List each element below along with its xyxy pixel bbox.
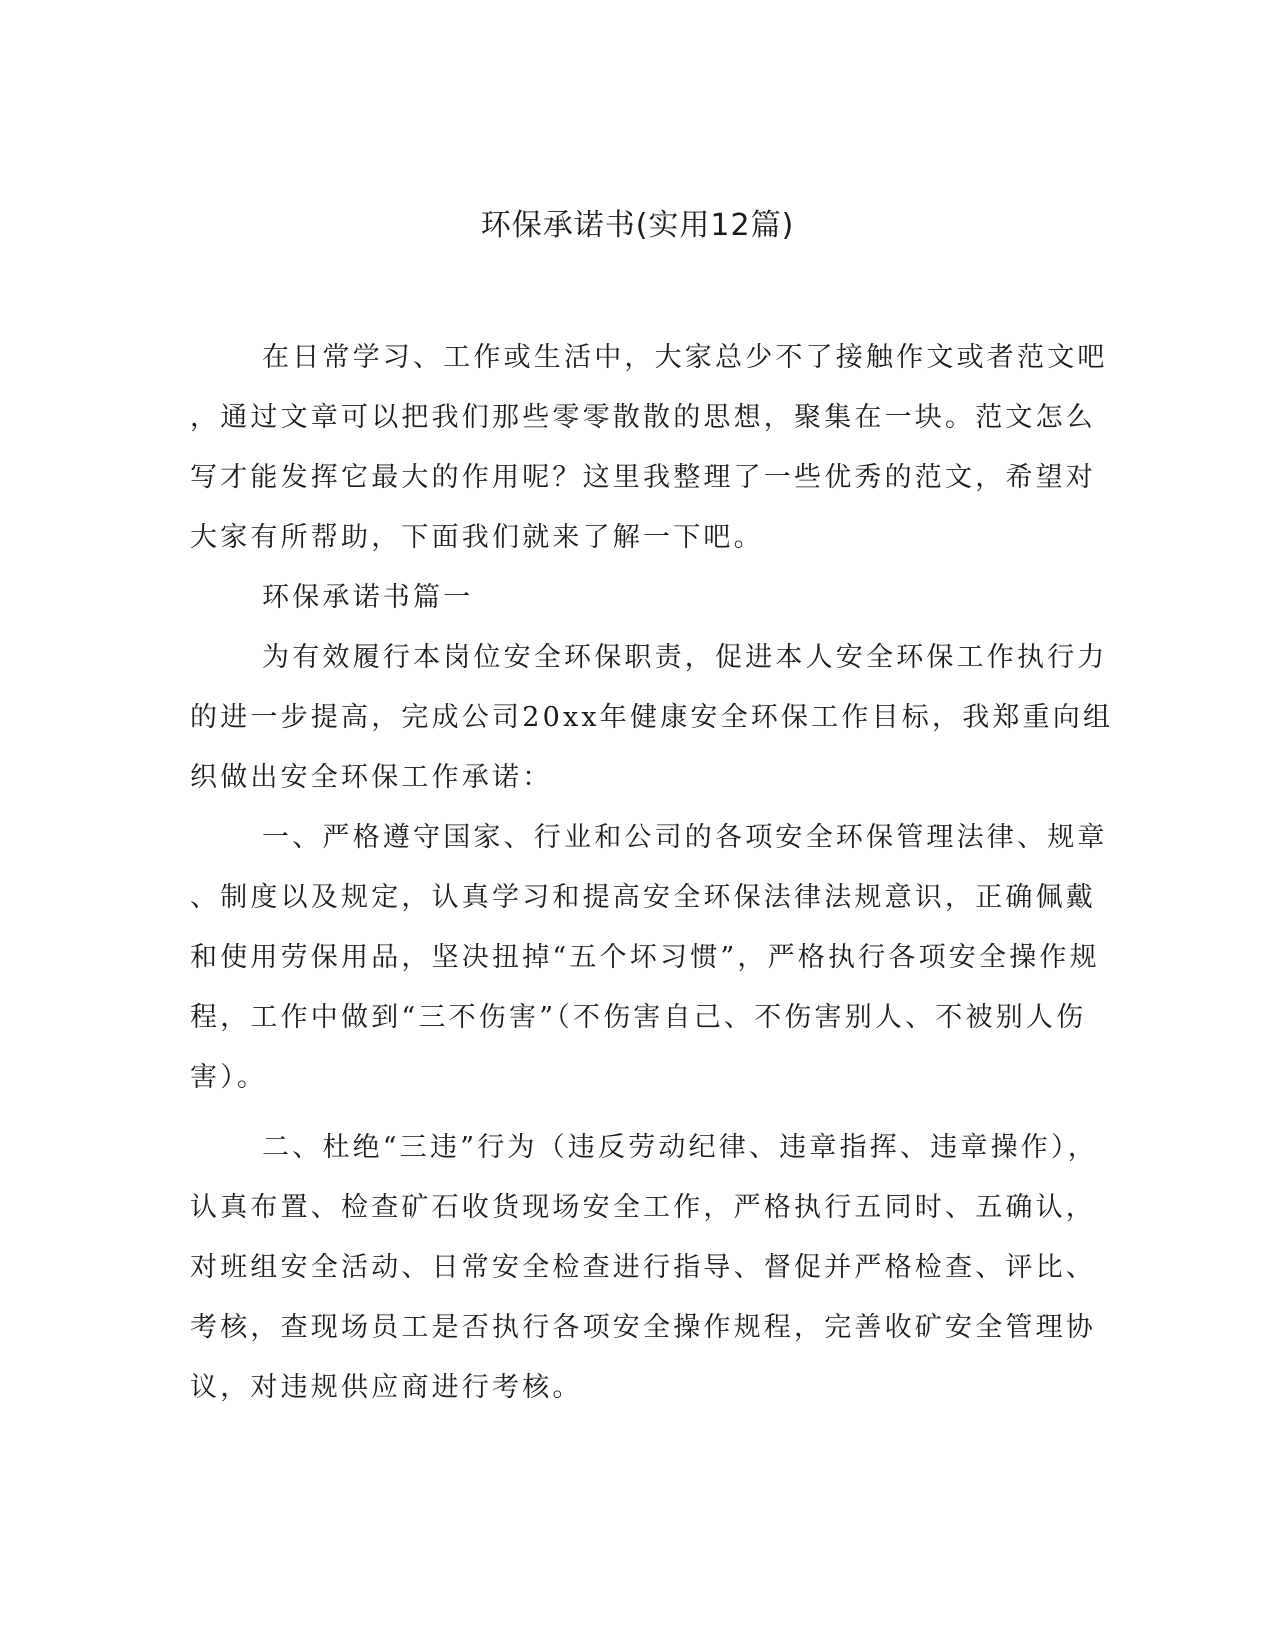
- intro-line-4: 大家有所帮助，下面我们就来了解一下吧。: [190, 522, 764, 553]
- clause-1-line-2: 、制度以及规定，认真学习和提高安全环保法律法规意识，正确佩戴: [190, 882, 1096, 913]
- clause-2-line-5: 议，对违规供应商进行考核。: [190, 1372, 583, 1403]
- clause-2-line-3: 对班组安全活动、日常安全检查进行指导、督促并严格检查、评比、: [190, 1252, 1096, 1283]
- paragraph-1-line-3: 织做出安全环保工作承诺：: [190, 762, 553, 793]
- document-title: 环保承诺书(实用12篇): [480, 208, 795, 243]
- intro-line-3: 写才能发挥它最大的作用呢？这里我整理了一些优秀的范文，希望对: [190, 462, 1096, 493]
- section-heading-1: 环保承诺书篇一: [262, 582, 474, 613]
- clause-2-line-1: 二、杜绝“三违”行为（违反劳动纪律、违章指挥、违章操作），: [262, 1132, 1098, 1163]
- clause-2-line-2: 认真布置、检查矿石收货现场安全工作，严格执行五同时、五确认，: [190, 1192, 1096, 1223]
- clause-1-line-1: 一、严格遵守国家、行业和公司的各项安全环保管理法律、规章: [262, 822, 1108, 853]
- intro-line-2: ，通过文章可以把我们那些零零散散的思想，聚集在一块。范文怎么: [190, 402, 1096, 433]
- intro-line-1: 在日常学习、工作或生活中，大家总少不了接触作文或者范文吧: [262, 342, 1108, 373]
- document-body: [190, 328, 1114, 1418]
- paragraph-1-line-1: 为有效履行本岗位安全环保职责，促进本人安全环保工作执行力: [262, 642, 1108, 673]
- clause-1-line-5: 害）。: [190, 1062, 268, 1093]
- clause-1-line-3: 和使用劳保用品，坚决扭掉“五个坏习惯”，严格执行各项安全操作规: [190, 942, 1100, 973]
- clause-1-line-4: 程，工作中做到“三不伤害”（不伤害自己、不伤害别人、不被别人伤: [190, 1002, 1087, 1033]
- paragraph-gap: [190, 1108, 1070, 1118]
- paragraph-1-line-2: 的进一步提高，完成公司20xx年健康安全环保工作目标，我郑重向组: [190, 702, 1114, 733]
- clause-2-line-4: 考核，查现场员工是否执行各项安全操作规程，完善收矿安全管理协: [190, 1312, 1096, 1343]
